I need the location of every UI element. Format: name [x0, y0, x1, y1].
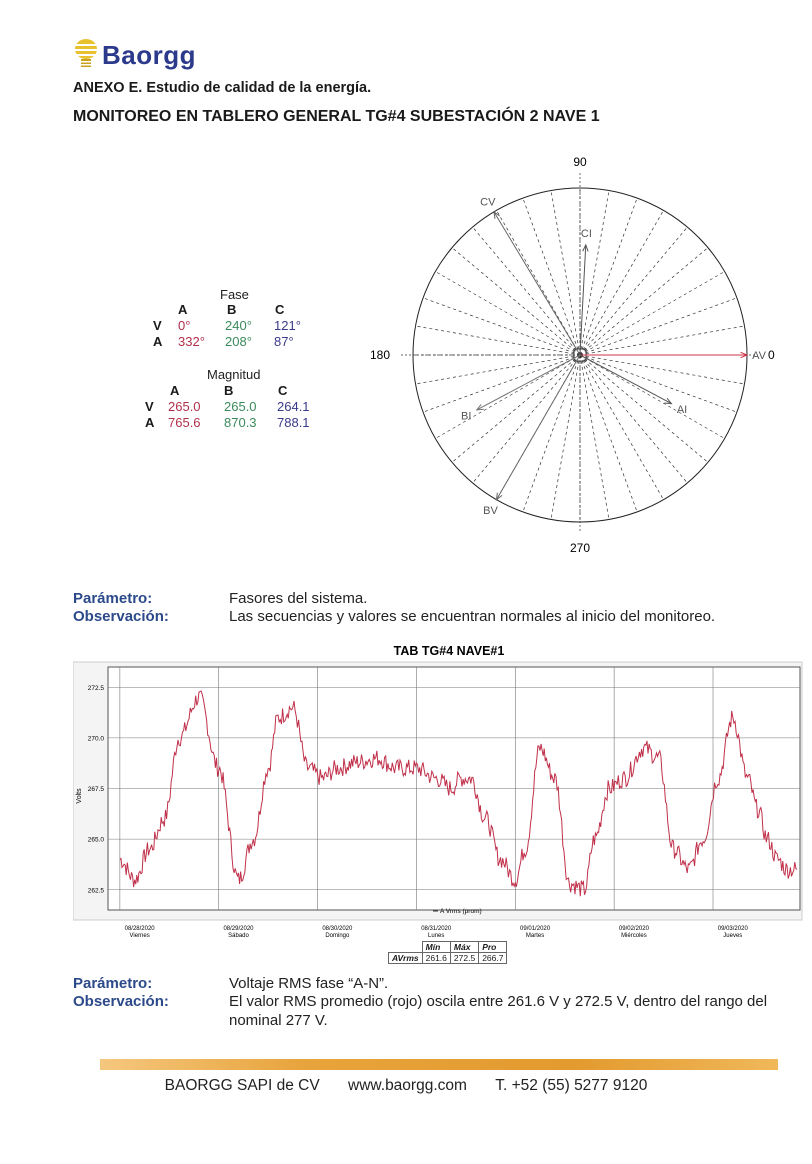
y-tick-label: 262.5	[87, 887, 104, 895]
fase-a-c: 87°	[274, 334, 294, 349]
x-tick-day: Lunes	[428, 933, 445, 939]
mag-a-a: 765.6	[168, 415, 201, 430]
y-axis-label: Volts	[76, 788, 83, 804]
phasor-spoke-line	[416, 355, 580, 384]
phasor-vector-label-bv: BV	[483, 505, 498, 518]
mag-col-header-c: C	[278, 383, 288, 398]
company-logo	[72, 38, 232, 74]
axis-label-270: 270	[569, 541, 591, 555]
phasor-vector-label-ai: AI	[676, 404, 688, 417]
obs2-value-line1: El valor RMS promedio (rojo) oscila entre 261.6 V y 272.5 V, dentro del rango del	[229, 993, 768, 1010]
mag-v-a: 265.0	[168, 399, 201, 414]
phasor-vector-ci	[580, 245, 586, 355]
stats-row-label: AVrms	[389, 953, 423, 964]
param2-label: Parámetro:	[73, 975, 153, 992]
fase-a-b: 208°	[225, 334, 252, 349]
x-tick-date: 09/03/2020	[717, 926, 748, 932]
stats-min: 261.6	[422, 953, 450, 964]
phasor-spoke-line	[580, 355, 609, 519]
mag-v-c: 264.1	[277, 399, 310, 414]
x-tick-labels	[125, 926, 749, 939]
footer-divider-bar	[100, 1059, 778, 1070]
chart-title: TAB TG#4 NAVE#1	[393, 644, 505, 658]
mag-col-header-a: A	[170, 383, 180, 398]
x-tick-day: Domingo	[325, 933, 350, 939]
fase-a-a: 332°	[178, 334, 205, 349]
x-tick-day: Martes	[525, 933, 545, 939]
chart-legend: A Vrms (prom)	[440, 908, 482, 915]
phasor-vector-label-bi: BI	[460, 410, 472, 423]
x-tick-date: 08/30/2020	[322, 926, 353, 932]
stats-table	[388, 941, 507, 964]
stats-pro: 266.7	[479, 953, 507, 964]
param2-value: Voltaje RMS fase “A-N”.	[229, 975, 389, 992]
x-tick-date: 08/29/2020	[223, 926, 254, 932]
fase-v-a: 0°	[178, 318, 191, 333]
fase-title: Fase	[220, 287, 249, 302]
stats-header-pro: Pro	[479, 942, 507, 953]
phasor-vector-ai	[580, 355, 671, 404]
axis-label-90: 90	[573, 155, 587, 169]
param1-label: Parámetro:	[73, 590, 153, 607]
stats-max: 272.5	[450, 953, 478, 964]
fase-v-b: 240°	[225, 318, 252, 333]
footer	[0, 1077, 812, 1095]
axis-label-0: 0	[768, 348, 775, 362]
col-header-c: C	[275, 302, 285, 317]
fase-v-c: 121°	[274, 318, 301, 333]
stats-header-max: Máx	[450, 942, 478, 953]
phasor-diagram	[360, 150, 800, 560]
section-title: MONITOREO EN TABLERO GENERAL TG#4 SUBESTACIÓN 2 NAVE 1	[73, 108, 600, 125]
phasor-spoke-line	[416, 326, 580, 355]
row-label-v: V	[153, 318, 162, 333]
y-tick-label: 270.0	[87, 735, 104, 743]
axis-label-180: 180	[370, 348, 391, 362]
footer-company: BAORGG SAPI de CV	[164, 1077, 320, 1094]
phasor-arrowhead-bv	[497, 493, 503, 500]
mag-v-b: 265.0	[224, 399, 257, 414]
x-tick-date: 09/01/2020	[520, 926, 551, 932]
stats-header-min: Mín	[422, 942, 450, 953]
phasor-vector-label-cv: CV	[480, 196, 496, 209]
mag-col-header-b: B	[224, 383, 234, 398]
phasor-vectors	[461, 197, 767, 517]
x-tick-day: Viernes	[129, 933, 150, 939]
annex-title: ANEXO E. Estudio de calidad de la energía.	[73, 80, 372, 96]
mag-row-label-a: A	[145, 415, 155, 430]
y-tick-label: 272.5	[87, 684, 104, 692]
phasor-arrowhead-cv	[494, 212, 500, 219]
x-tick-date: 08/28/2020	[124, 926, 155, 932]
phasor-vector-label-av: AV	[752, 350, 766, 362]
y-tick-label: 267.5	[87, 786, 104, 793]
logo-text: Baorgg	[102, 40, 196, 70]
x-tick-day: Jueves	[723, 933, 743, 939]
col-header-b: B	[227, 302, 237, 317]
param1-value: Fasores del sistema.	[229, 590, 368, 607]
y-tick-label: 265.0	[87, 836, 104, 844]
magnitud-title: Magnitud	[207, 367, 261, 382]
obs1-label: Observación:	[73, 608, 169, 625]
obs2-value-line2: nominal 277 V.	[229, 1012, 328, 1029]
obs2-label: Observación:	[73, 993, 169, 1010]
mag-a-c: 788.1	[277, 415, 310, 430]
mag-a-b: 870.3	[224, 415, 257, 430]
col-header-a: A	[178, 302, 188, 317]
footer-website[interactable]: www.baorgg.com	[348, 1077, 467, 1094]
phasor-spoke-line	[580, 326, 744, 355]
lightbulb-logo-icon	[72, 38, 100, 72]
row-label-a: A	[153, 334, 163, 349]
x-tick-date: 08/31/2020	[421, 926, 452, 932]
voltage-chart	[73, 638, 803, 968]
x-tick-date: 09/02/2020	[618, 926, 649, 932]
footer-phone: T. +52 (55) 5277 9120	[495, 1077, 648, 1094]
mag-row-label-v: V	[145, 399, 154, 414]
phasor-spoke-line	[580, 355, 744, 384]
phasor-table	[140, 285, 330, 435]
x-tick-day: Miércoles	[621, 933, 647, 939]
obs1-value: Las secuencias y valores se encuentran normales al inicio del monitoreo.	[229, 608, 716, 625]
phasor-vector-label-ci: CI	[580, 227, 592, 240]
x-tick-day: Sábado	[228, 933, 249, 939]
